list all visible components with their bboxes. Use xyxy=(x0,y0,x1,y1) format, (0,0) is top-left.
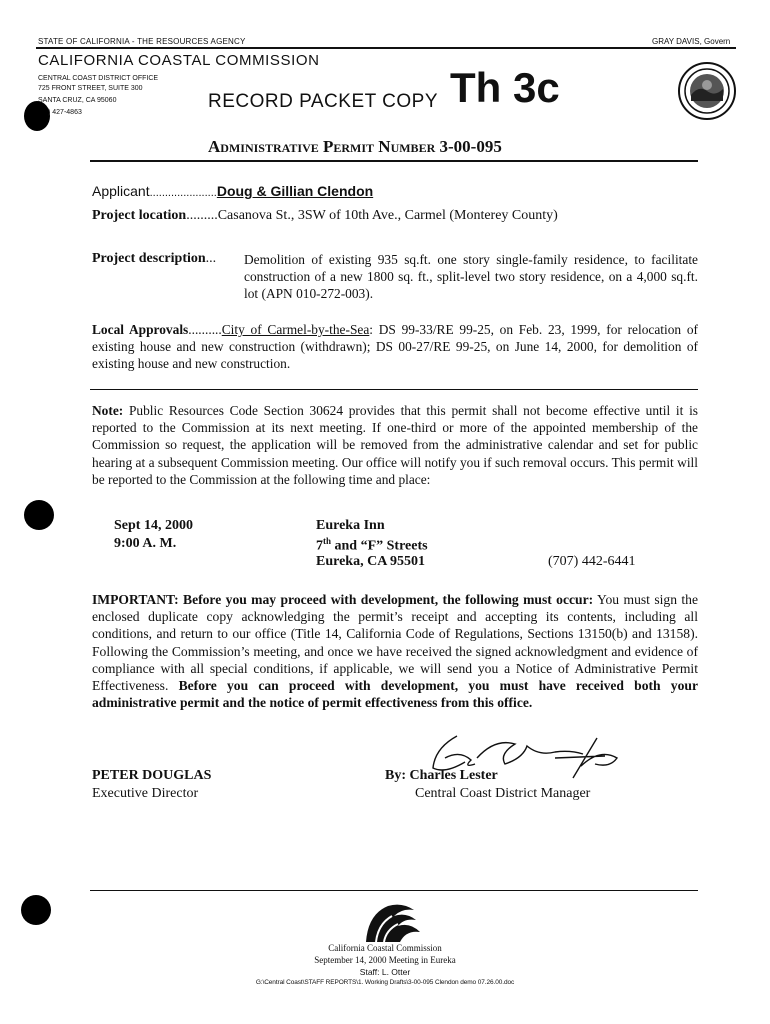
local-approvals xyxy=(92,321,698,373)
meeting-street-rest: and “F” Streets xyxy=(331,538,428,554)
note-paragraph xyxy=(92,402,698,488)
meeting-street xyxy=(316,536,428,555)
coastal-commission-logo-icon xyxy=(362,902,424,944)
right-signer-title: Central Coast District Manager xyxy=(415,786,591,801)
project-location-label: Project location xyxy=(92,208,187,223)
meeting-venue: Eureka Inn xyxy=(316,518,385,533)
meeting-phone: (707) 442-6441 xyxy=(548,554,636,569)
footer-file-path: G:\Central Coast\STAFF REPORTS\1. Working Drafts\3-00-095 Clendon demo 07.26.00.doc xyxy=(255,979,515,986)
project-location-value: Casanova St., 3SW of 10th Ave., Carmel (Monterey County) xyxy=(217,208,558,223)
right-signer xyxy=(385,768,498,784)
footer-line-1: California Coastal Commission xyxy=(328,943,442,953)
title-rule xyxy=(90,160,698,162)
meeting-time: 9:00 A. M. xyxy=(114,536,177,551)
applicant-value: Doug & Gillian Clendon xyxy=(216,183,374,199)
punch-hole-bottom xyxy=(21,895,51,925)
note-label: Note: xyxy=(92,403,124,418)
left-signer-name: PETER DOUGLAS xyxy=(92,768,212,783)
header-rule xyxy=(36,47,736,49)
important-lead: IMPORTANT: Before you may proceed with development, the following must occur: xyxy=(92,592,594,607)
footer-line-3: Staff: L. Otter xyxy=(359,967,411,977)
punch-hole-middle xyxy=(24,500,54,530)
applicant-row xyxy=(92,182,373,202)
applicant-label: Applicant xyxy=(92,183,150,199)
office-name: CENTRAL COAST DISTRICT OFFICE xyxy=(38,75,159,82)
meeting-street-suffix: th xyxy=(323,536,332,546)
meeting-date: Sept 14, 2000 xyxy=(114,518,193,533)
local-approvals-dots: .......... xyxy=(188,322,222,337)
local-approvals-value: : DS 99-33/RE 99-25, on Feb. 23, 1999, for relocation of existing house and new construction (withdrawn); DS 00-27/RE 99-25, on June 14, 2000, for demolition of existing house and new construction. xyxy=(92,322,698,372)
office-city: SANTA CRUZ, CA 95060 xyxy=(38,97,117,104)
by-label: By: xyxy=(385,768,406,783)
project-description-label-row xyxy=(92,250,216,268)
commission-name: CALIFORNIA COASTAL COMMISSION xyxy=(38,52,320,69)
office-street: 725 FRONT STREET, SUITE 300 xyxy=(38,85,143,92)
office-phone: ) 427-4863 xyxy=(48,109,82,116)
punch-hole-top xyxy=(24,101,50,131)
footer-line-2: September 14, 2000 Meeting in Eureka xyxy=(314,955,456,965)
governor-line: GRAY DAVIS, Govern xyxy=(652,37,731,46)
important-tail: Before you can proceed with development, you must have received both your administrative permit and the notice of permit effectiveness from this office. xyxy=(92,678,698,711)
local-approvals-city: City of Carmel-by-the-Sea xyxy=(221,322,370,337)
project-description-dots: ... xyxy=(205,251,217,266)
meeting-street-number: 7 xyxy=(316,538,323,554)
local-approvals-label: Local Approvals xyxy=(92,322,189,337)
agency-line: STATE OF CALIFORNIA - THE RESOURCES AGENCY xyxy=(38,37,246,46)
note-text: Public Resources Code Section 30624 provides that this permit shall not become effective until it is reported to the Commission at its next meeting. If one-third or more of the appointed membership of the Commission so request, the application will be removed from the administrative calendar and set for public hearing at a subsequent Commission meeting. Our office will notify you if such removal occurs. This permit will be reported to the Commission at the following time and place: xyxy=(92,403,699,487)
meeting-city: Eureka, CA 95501 xyxy=(316,554,426,569)
record-packet-stamp: RECORD PACKET COPY xyxy=(208,91,439,112)
project-location-dots: ......... xyxy=(186,208,218,223)
footer-rule xyxy=(90,890,698,891)
important-body: You must sign the enclosed duplicate copy acknowledging the permit’s receipt and accepting its contents, including all conditions, and return to our office (Title 14, California Code of Regulations, Sections 13150(b) and 13158). Following the Commission’s meeting, and once we have received the signed acknowledgment and evidence of compliance with all special conditions, if applicable, we will send you a Notice of Administrative Permit Effectiveness. xyxy=(92,592,698,694)
left-signer-title: Executive Director xyxy=(92,786,199,801)
project-location-row xyxy=(92,207,558,225)
project-description-value: Demolition of existing 935 sq.ft. one story single-family residence, to facilitate construction of a new 1800 sq. ft., split-level two story residence, on a 4,000 sq.ft. lot (APN 010-272-003). xyxy=(244,252,698,302)
permit-title-prefix: Administrative Permit Number xyxy=(208,137,436,156)
project-description-label: Project description xyxy=(92,251,206,266)
state-seal-icon xyxy=(677,61,737,121)
agenda-item-number: Th 3c xyxy=(450,64,560,111)
permit-title xyxy=(208,137,502,157)
right-signer-name: Charles Lester xyxy=(409,768,498,783)
important-paragraph xyxy=(92,591,698,711)
applicant-dots: ...................... xyxy=(149,187,217,199)
permit-number: 3-00-095 xyxy=(439,137,502,156)
section-rule-1 xyxy=(90,389,698,390)
